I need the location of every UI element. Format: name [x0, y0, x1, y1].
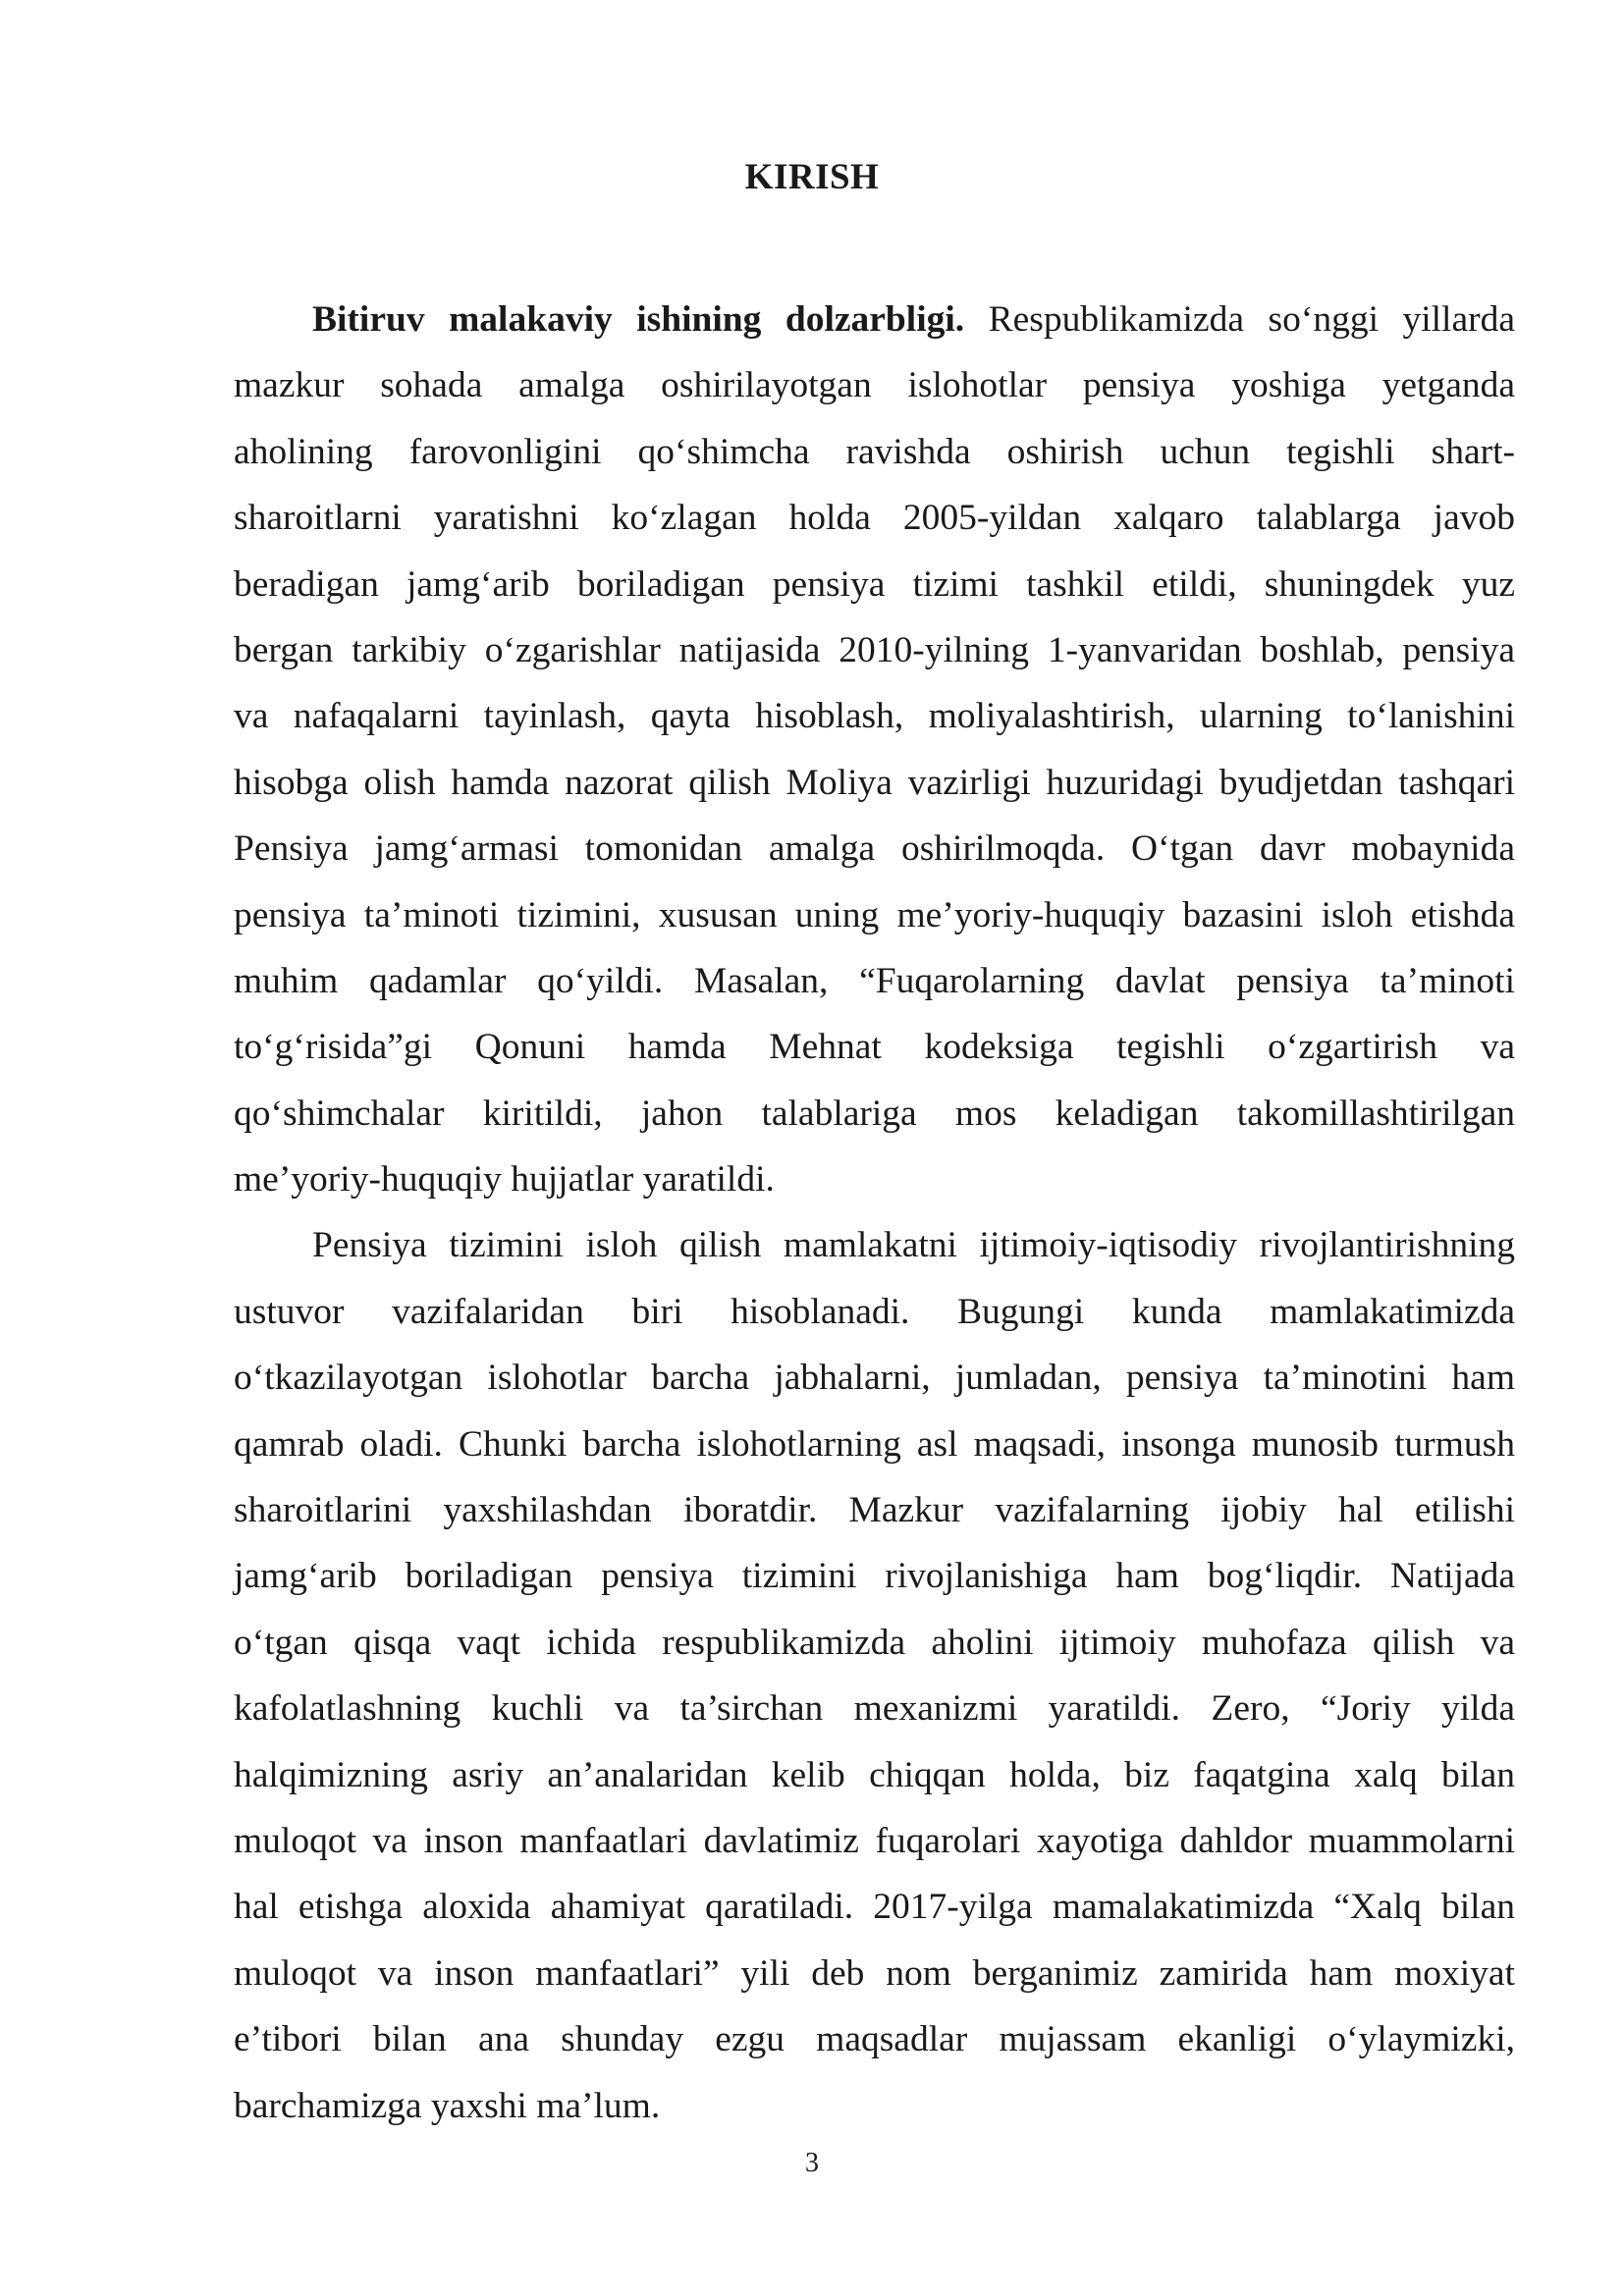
- paragraph-line: barchamizga yaxshi ma’lum.: [234, 2085, 661, 2126]
- paragraph-line: sharoitlarini yaxshilashdan iboratdir. Mazkur vazifalarning ijobiy hal etilishi: [234, 1490, 1515, 1531]
- paragraph-line: Pensiya tizimini isloh qilish mamlakatni ijtimoiy-iqtisodiy rivojlantirishning: [312, 1225, 1515, 1266]
- paragraph-line: to‘g‘risida”gi Qonuni hamda Mehnat kodeksiga tegishli o‘zgartirish va: [234, 1027, 1515, 1068]
- paragraph-line: va nafaqalarni tayinlash, qayta hisoblash, moliyalashtirish, ularning to‘lanishini: [234, 696, 1515, 737]
- paragraph-line: muloqot va inson manfaatlari” yili deb nom berganimiz zamirida ham moxiyat: [234, 1952, 1515, 1994]
- page-number: 3: [805, 2148, 819, 2178]
- paragraph-line: muhim qadamlar qo‘yildi. Masalan, “Fuqarolarning davlat pensiya ta’minoti: [234, 960, 1515, 1001]
- paragraph-relevance: [234, 287, 1515, 1212]
- paragraph-line-text: Respublikamizda so‘nggi yillarda: [964, 299, 1515, 340]
- paragraph-line: halqimizning asriy an’analaridan kelib chiqqan holda, biz faqatgina xalq bilan: [234, 1754, 1515, 1795]
- paragraph-line: ustuvor vazifalaridan biri hisoblanadi. Bugungi kunda mamlakatimizda: [234, 1291, 1515, 1332]
- body-text: [234, 287, 1515, 2139]
- paragraph-line: bergan tarkibiy o‘zgarishlar natijasida 2010-yilning 1-yanvaridan boshlab, pensiya: [234, 629, 1515, 670]
- paragraph-line: pensiya ta’minoti tizimini, xususan uning me’yoriy-huquqiy bazasini isloh etishda: [234, 894, 1515, 935]
- paragraph-line: o‘tgan qisqa vaqt ichida respublikamizda aholini ijtimoiy muhofaza qilish va: [234, 1622, 1515, 1663]
- paragraph-line: hal etishga aloxida ahamiyat qaratiladi. 2017-yilga mamalakatimizda “Xalq bilan: [234, 1887, 1515, 1928]
- paragraph-line: qamrab oladi. Chunki barcha islohotlarning asl maqsadi, insonga munosib turmush: [234, 1423, 1515, 1465]
- paragraph-line: o‘tkazilayotgan islohotlar barcha jabhalarni, jumladan, pensiya ta’minotini ham: [234, 1358, 1515, 1399]
- paragraph-line: mazkur sohada amalga oshirilayotgan islohotlar pensiya yoshiga yetganda: [234, 365, 1515, 406]
- paragraph-line: me’yoriy-huquqiy hujjatlar yaratildi.: [234, 1159, 775, 1201]
- paragraph-line: muloqot va inson manfaatlari davlatimiz fuqarolari xayotiga dahldor muammolarni: [234, 1820, 1515, 1861]
- paragraph-line: qo‘shimchalar kiritildi, jahon talablariga mos keladigan takomillashtirilgan: [234, 1093, 1515, 1134]
- paragraph-line: aholining farovonligini qo‘shimcha ravishda oshirish uchun tegishli shart-: [234, 431, 1515, 472]
- paragraph-pension-reform: [234, 1212, 1515, 2138]
- paragraph-line: hisobga olish hamda nazorat qilish Moliya vazirligi huzuridagi byudjetdan tashqari: [234, 762, 1515, 803]
- paragraph-line: Pensiya jamg‘armasi tomonidan amalga oshirilmoqda. O‘tgan davr mobaynida: [234, 828, 1515, 870]
- paragraph-line: e’tibori bilan ana shunday ezgu maqsadlar mujassam ekanligi o‘ylaymizki,: [234, 2019, 1515, 2060]
- paragraph-line: [234, 287, 1515, 352]
- page-title: KIRISH: [744, 157, 880, 197]
- paragraph-line: sharoitlarni yaratishni ko‘zlagan holda 2005-yildan xalqaro talablarga javob: [234, 498, 1515, 539]
- paragraph-lead-heading: Bitiruv malakaviy ishining dolzarbligi.: [312, 299, 965, 340]
- paragraph-line: kafolatlashning kuchli va ta’sirchan mexanizmi yaratildi. Zero, “Joriy yilda: [234, 1688, 1515, 1730]
- paragraph-line: beradigan jamg‘arib boriladigan pensiya tizimi tashkil etildi, shuningdek yuz: [234, 563, 1515, 605]
- paragraph-line: jamg‘arib boriladigan pensiya tizimini rivojlanishiga ham bog‘liqdir. Natijada: [234, 1556, 1515, 1597]
